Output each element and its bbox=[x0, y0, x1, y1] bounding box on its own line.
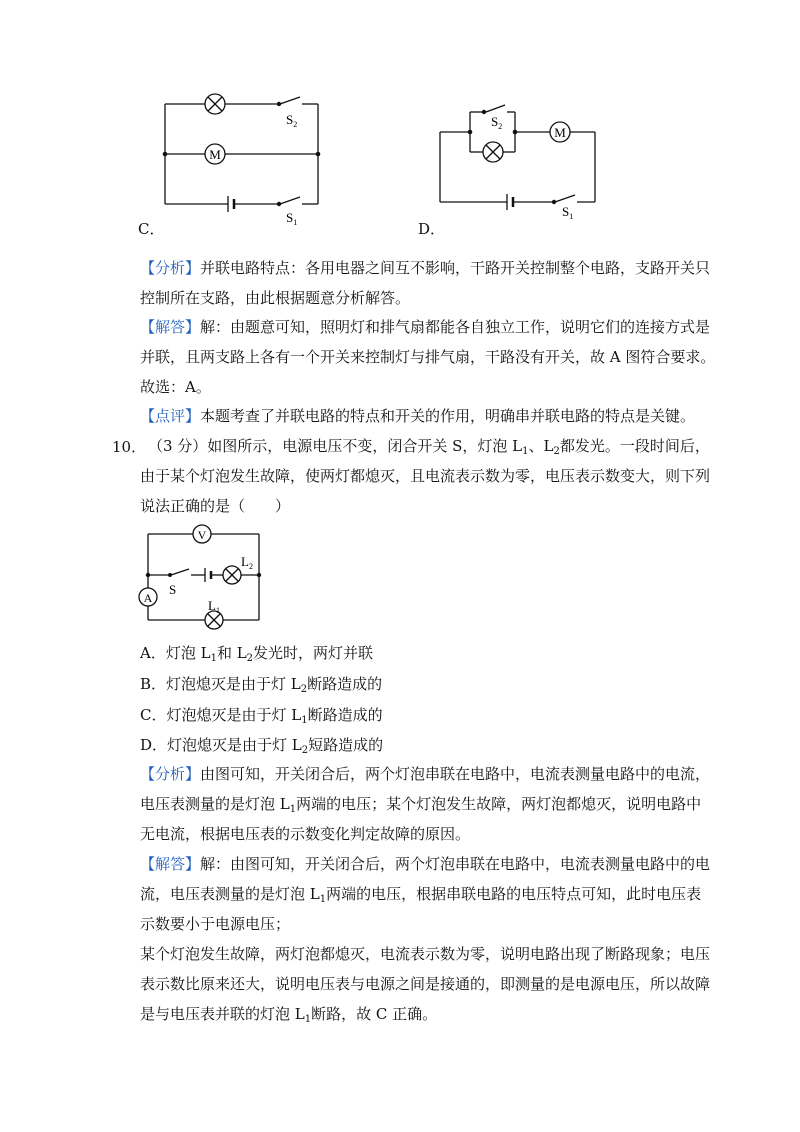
option-d-label: D． bbox=[418, 220, 446, 238]
switch-s1-label: $S_1$ bbox=[562, 204, 574, 221]
q10-circuit-figure bbox=[135, 522, 275, 627]
q10-answer-line-4: 某个灯泡发生故障，两灯泡都熄灭，电流表示数为零，说明电路出现了断路现象；电压 bbox=[140, 945, 711, 963]
switch-s2-label: $S_2$ bbox=[286, 112, 298, 129]
circuit-figure-c bbox=[160, 92, 330, 227]
switch-s2-label: $S_2$ bbox=[491, 114, 503, 131]
q10-answer-line-5: 表示数比原来还大，说明电压表与电源之间是接通的，即测量的是电源电压，所以故障 bbox=[140, 975, 711, 993]
option-a[interactable]: A．灯泡 $L_1$和 $L_2$发光时，两灯并联 bbox=[140, 644, 374, 664]
option-c-label: C． bbox=[138, 220, 165, 238]
option-b[interactable]: B．灯泡熄灭是由于灯 $L_2$断路造成的 bbox=[140, 675, 383, 695]
q9-answer-line-3: 故选：A。 bbox=[140, 378, 211, 396]
q10-analysis-line-3: 无电流，根据电压表的示数变化判定故障的原因。 bbox=[140, 825, 471, 843]
q10-number: 10． bbox=[112, 438, 147, 456]
q10-answer-line-3: 示数要小于电源电压； bbox=[140, 915, 291, 933]
q9-answer-line-1: 【解答】解：由题意可知，照明灯和排气扇都能各自独立工作，说明它们的连接方式是 bbox=[140, 318, 711, 336]
switch-s1-label: $S_1$ bbox=[286, 210, 298, 227]
q10-stem-line-1: （3 分）如图所示，电源电压不变，闭合开关 S，灯泡 $L_1$、$L_2$都发光。一段时间后， bbox=[148, 437, 710, 457]
option-d[interactable]: D．灯泡熄灭是由于灯 $L_2$短路造成的 bbox=[140, 736, 384, 756]
q9-answer-line-2: 并联，且两支路上各有一个开关来控制灯与排气扇，干路没有开关，故 A 图符合要求。 bbox=[140, 348, 716, 366]
circuit-figure-d bbox=[435, 100, 605, 220]
lamp-l2-label: $L_2$ bbox=[241, 554, 253, 571]
q10-answer-line-6: 是与电压表并联的灯泡 $L_1$断路，故 C 正确。 bbox=[140, 1005, 438, 1025]
voltmeter-label: V bbox=[197, 528, 207, 542]
motor-label: M bbox=[554, 125, 566, 140]
q10-answer-line-2: 流，电压表测量的是灯泡 $L_1$两端的电压，根据串联电路的电压特点可知，此时电压表 bbox=[140, 885, 702, 905]
q9-analysis-line-1: 【分析】并联电路特点：各用电器之间互不影响，干路开关控制整个电路，支路开关只 bbox=[140, 259, 711, 277]
q10-analysis-line-1: 【分析】由图可知，开关闭合后，两个灯泡串联在电路中，电流表测量电路中的电流， bbox=[140, 765, 711, 783]
q10-stem-line-2: 由于某个灯泡发生故障，使两灯都熄灭，且电流表示数为零，电压表示数变大，则下列 bbox=[140, 467, 711, 485]
option-c[interactable]: C．灯泡熄灭是由于灯 $L_1$断路造成的 bbox=[140, 706, 383, 726]
q10-stem-line-3: 说法正确的是（ ） bbox=[140, 497, 291, 515]
lamp-l1-label: $L_1$ bbox=[208, 598, 220, 615]
switch-label: S bbox=[169, 582, 177, 597]
q9-comment-line-1: 【点评】本题考查了并联电路的特点和开关的作用，明确串并联电路的特点是关键。 bbox=[140, 407, 696, 425]
q10-analysis-line-2: 电压表测量的是灯泡 $L_1$两端的电压；某个灯泡发生故障，两灯泡都熄灭，说明电路中 bbox=[140, 795, 702, 815]
motor-label: M bbox=[209, 147, 221, 162]
ammeter-label: A bbox=[143, 591, 153, 605]
q10-answer-line-1: 【解答】解：由图可知，开关闭合后，两个灯泡串联在电路中，电流表测量电路中的电 bbox=[140, 855, 711, 873]
q9-analysis-line-2: 控制所在支路，由此根据题意分析解答。 bbox=[140, 289, 411, 307]
